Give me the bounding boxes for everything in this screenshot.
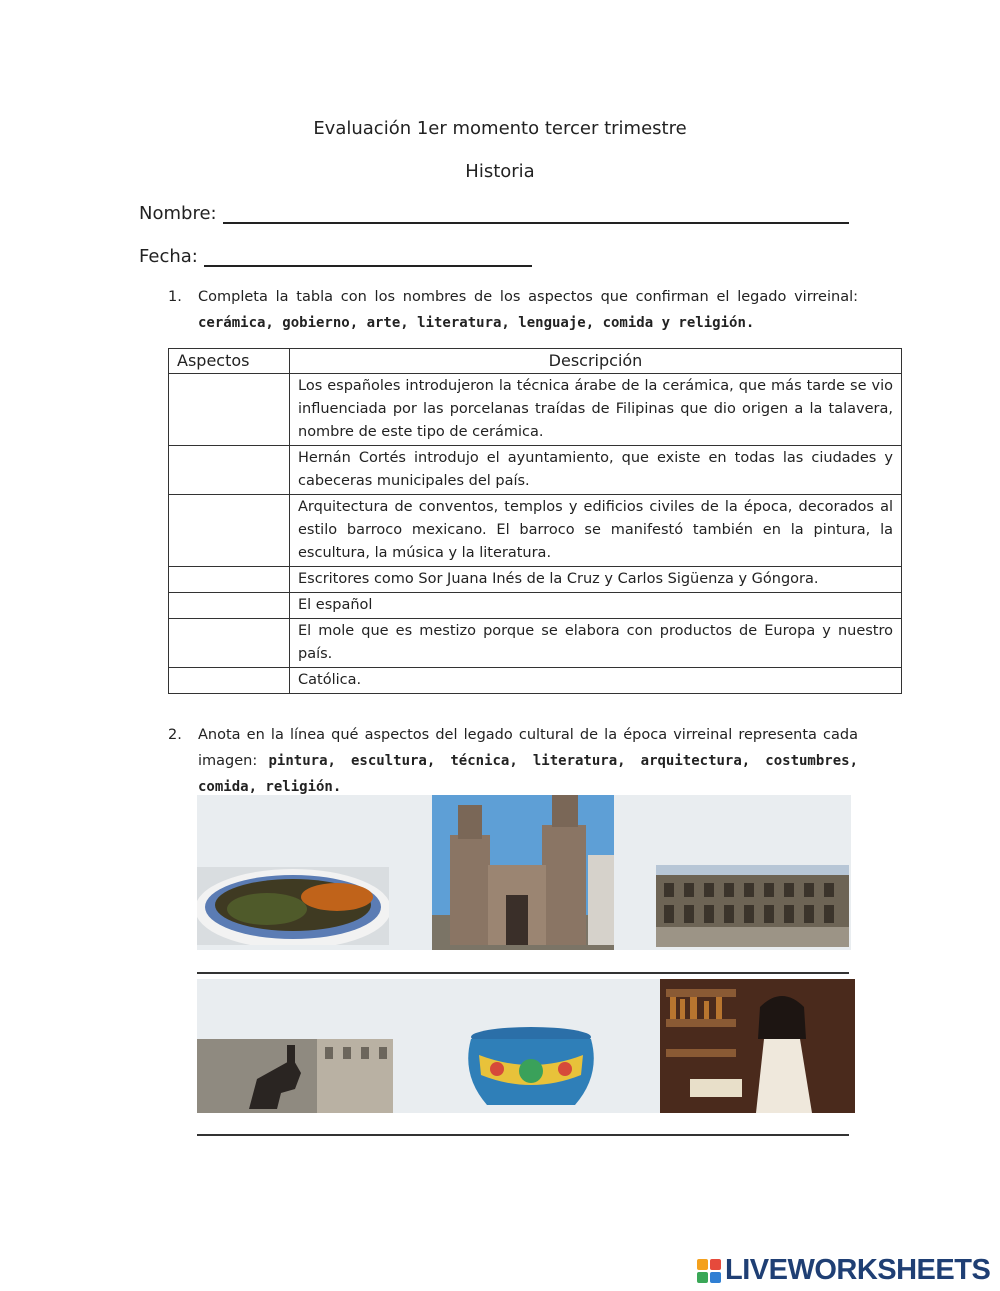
- description-cell: El mole que es mestizo porque se elabora con productos de Europa y nuestro país.: [290, 619, 902, 668]
- table-row: [169, 619, 902, 668]
- question-1: [168, 284, 858, 336]
- description-cell: Católica.: [290, 668, 902, 694]
- description-cell: Escritores como Sor Juana Inés de la Cruz y Carlos Sigüenza y Góngora.: [290, 567, 902, 593]
- image-strip-1: [197, 795, 851, 950]
- aspect-answer-cell[interactable]: [169, 668, 290, 694]
- logo-text: LIVEWORKSHEETS: [725, 1254, 991, 1286]
- question-2: [168, 722, 858, 800]
- question-1-options: cerámica, gobierno, arte, literatura, lenguaje, comida y religión.: [198, 315, 755, 331]
- aspect-answer-cell[interactable]: [169, 446, 290, 495]
- table-row: [169, 374, 902, 446]
- description-cell: Hernán Cortés introdujo el ayuntamiento, que existe en todas las ciudades y cabeceras municipales del país.: [290, 446, 902, 495]
- date-label: Fecha:: [139, 246, 198, 267]
- aspect-answer-cell[interactable]: [169, 374, 290, 446]
- answer-line-1[interactable]: [197, 972, 849, 974]
- aspect-answer-cell[interactable]: [169, 495, 290, 567]
- colonial-courtyard-image: [656, 865, 849, 947]
- name-field: [139, 203, 849, 224]
- baroque-church-image: [432, 795, 614, 950]
- talavera-pot-image: [457, 1025, 605, 1113]
- mole-dish-image: [197, 867, 389, 945]
- description-cell: Arquitectura de conventos, templos y edificios civiles de la época, decorados al estilo barroco mexicano. El barroco se manifestó también en la pintura, la escultura, la música y la literatura.: [290, 495, 902, 567]
- question-1-text: Completa la tabla con los nombres de los aspectos que confirman el legado virreinal:: [198, 289, 858, 305]
- liveworksheets-logo: [697, 1254, 990, 1287]
- aspect-answer-cell[interactable]: [169, 619, 290, 668]
- name-input-line[interactable]: [223, 204, 849, 224]
- header-description: Descripción: [290, 349, 902, 374]
- question-2-options: pintura, escultura, técnica, literatura, arquitectura, costumbres, comida, religión.: [198, 753, 858, 795]
- page-title: Evaluación 1er momento tercer trimestre: [313, 118, 687, 139]
- sor-juana-painting-image: [660, 979, 855, 1113]
- answer-line-2[interactable]: [197, 1134, 849, 1136]
- name-label: Nombre:: [139, 203, 217, 224]
- table-header-row: [169, 349, 902, 374]
- question-2-text: Anota en la línea qué aspectos del legado cultural de la época virreinal representa cada imagen:: [198, 727, 858, 769]
- date-input-line[interactable]: [204, 247, 532, 267]
- equestrian-statue-image: [197, 1039, 393, 1113]
- table-row: [169, 668, 902, 694]
- table-row: [169, 567, 902, 593]
- description-cell: El español: [290, 593, 902, 619]
- question-2-number: 2.: [168, 727, 182, 743]
- aspect-answer-cell[interactable]: [169, 567, 290, 593]
- table-row: [169, 495, 902, 567]
- logo-mark-icon: [697, 1259, 721, 1283]
- table-row: [169, 446, 902, 495]
- page-subject: Historia: [465, 161, 535, 182]
- aspects-table: [168, 348, 902, 694]
- question-1-number: 1.: [168, 289, 182, 305]
- header-aspects: Aspectos: [169, 349, 290, 374]
- aspect-answer-cell[interactable]: [169, 593, 290, 619]
- date-field: [139, 246, 532, 267]
- image-strip-2: [197, 979, 855, 1113]
- table-row: [169, 593, 902, 619]
- description-cell: Los españoles introdujeron la técnica árabe de la cerámica, que más tarde se vio influenciada por las porcelanas traídas de Filipinas que dio origen a la talavera, nombre de este tipo de cerámica.: [290, 374, 902, 446]
